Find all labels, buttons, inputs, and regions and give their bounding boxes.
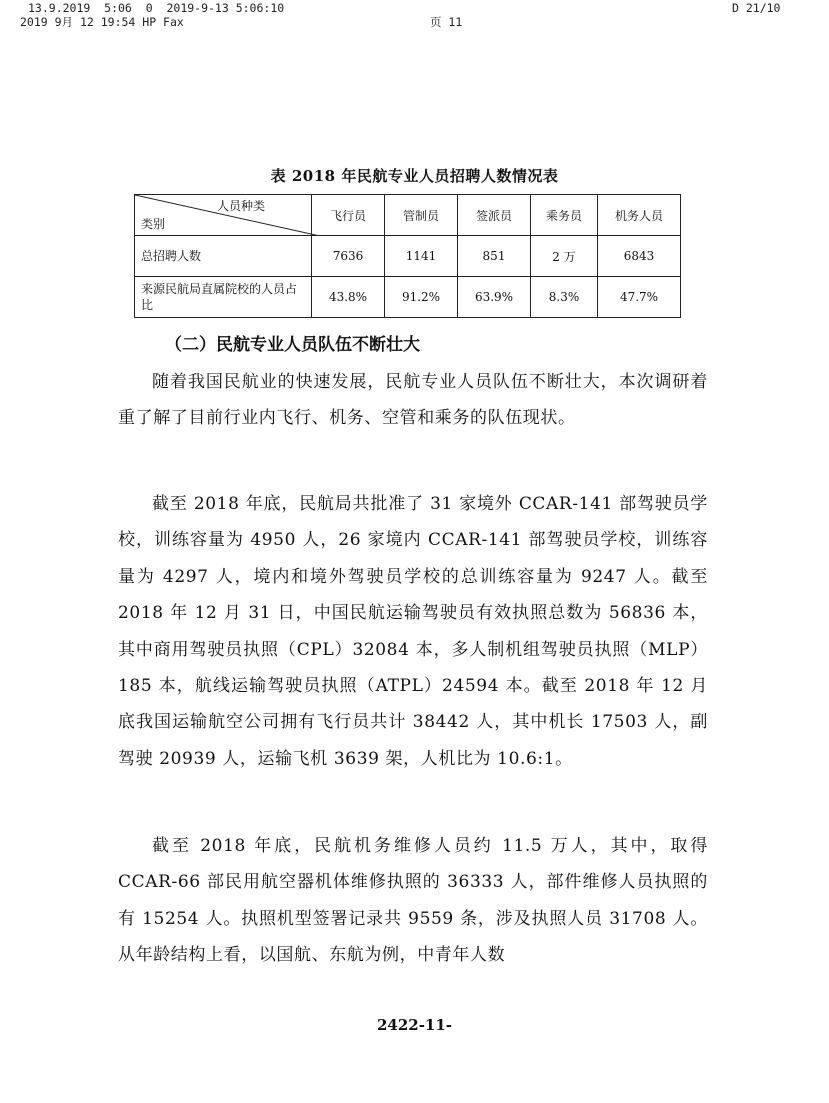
table-cell: 6843 (598, 236, 681, 277)
table-row (135, 277, 681, 318)
fax-header-line-1: 13.9.2019 5:06 0 2019-9-13 5:06:10 (28, 1, 285, 15)
column-header: 管制员 (385, 195, 458, 236)
table-title: 表 2018 年民航专业人员招聘人数情况表 (270, 167, 559, 185)
paragraph: 截至 2018 年底，民航机务维修人员约 11.5 万人，其中，取得 CCAR-66 部民用航空器机体维修执照的 36333 人，部件维修人员执照的有 15254 人。执照机型签署记录共 9559 条，涉及执照人员 31708 人。从年龄结构上看，以国航、东航为例，中青年人数 (118, 836, 708, 966)
column-header: 机务人员 (598, 195, 681, 236)
fax-header-line-2: 2019 9月 12 19:54 HP Fax (20, 15, 184, 29)
table-cell: 63.9% (458, 277, 531, 318)
table-corner-cell (135, 195, 312, 236)
paragraph: 截至 2018 年底，民航局共批准了 31 家境外 CCAR-141 部驾驶员学校，训练容量为 4950 人，26 家境内 CCAR-141 部驾驶员学校，训练容量为 4297 人，境内和境外驾驶员学校的总训练容量为 9247 人。截至 2018 年 12 月 31 日，中国民航运输驾驶员有效执照总数为 56836 本，其中商用驾驶员执照（CPL）32084 本，多人制机组驾驶员执照（MLP）185 本，航线运输驾驶员执照（ATPL）24594 本。截至 2018 年 12 月底我国运输航空公司拥有飞行员共计 38442 人，其中机长 17503 人，副驾驶 20939 人，运输飞机 3639 架，人机比为 10.6:1。 (118, 494, 708, 769)
fax-page-number: 页 11 (430, 15, 463, 29)
column-header: 签派员 (458, 195, 531, 236)
paragraph: 随着我国民航业的快速发展，民航专业人员队伍不断壮大，本次调研着重了解了目前行业内飞行、机务、空管和乘务的队伍现状。 (118, 372, 708, 429)
table-cell: 7636 (312, 236, 385, 277)
page-number: 2422-11- (376, 1016, 453, 1034)
table-cell: 47.7% (598, 277, 681, 318)
table-cell: 8.3% (531, 277, 598, 318)
table-cell: 851 (458, 236, 531, 277)
column-header: 乘务员 (531, 195, 598, 236)
table-cell: 91.2% (385, 277, 458, 318)
table-cell: 43.8% (312, 277, 385, 318)
table-header-row (135, 195, 681, 236)
recruitment-table (134, 194, 681, 318)
corner-bottom-label: 类别 (141, 217, 166, 231)
table-cell: 2 万 (531, 236, 598, 277)
section-heading: （二）民航专业人员队伍不断壮大 (165, 335, 420, 355)
fax-header-right: D 21/10 (732, 1, 781, 15)
table-row (135, 236, 681, 277)
row-label: 总招聘人数 (135, 236, 312, 277)
row-label: 来源民航局直属院校的人员占比 (135, 277, 312, 318)
column-header: 飞行员 (312, 195, 385, 236)
table-cell: 1141 (385, 236, 458, 277)
corner-top-label: 人员种类 (216, 199, 265, 213)
